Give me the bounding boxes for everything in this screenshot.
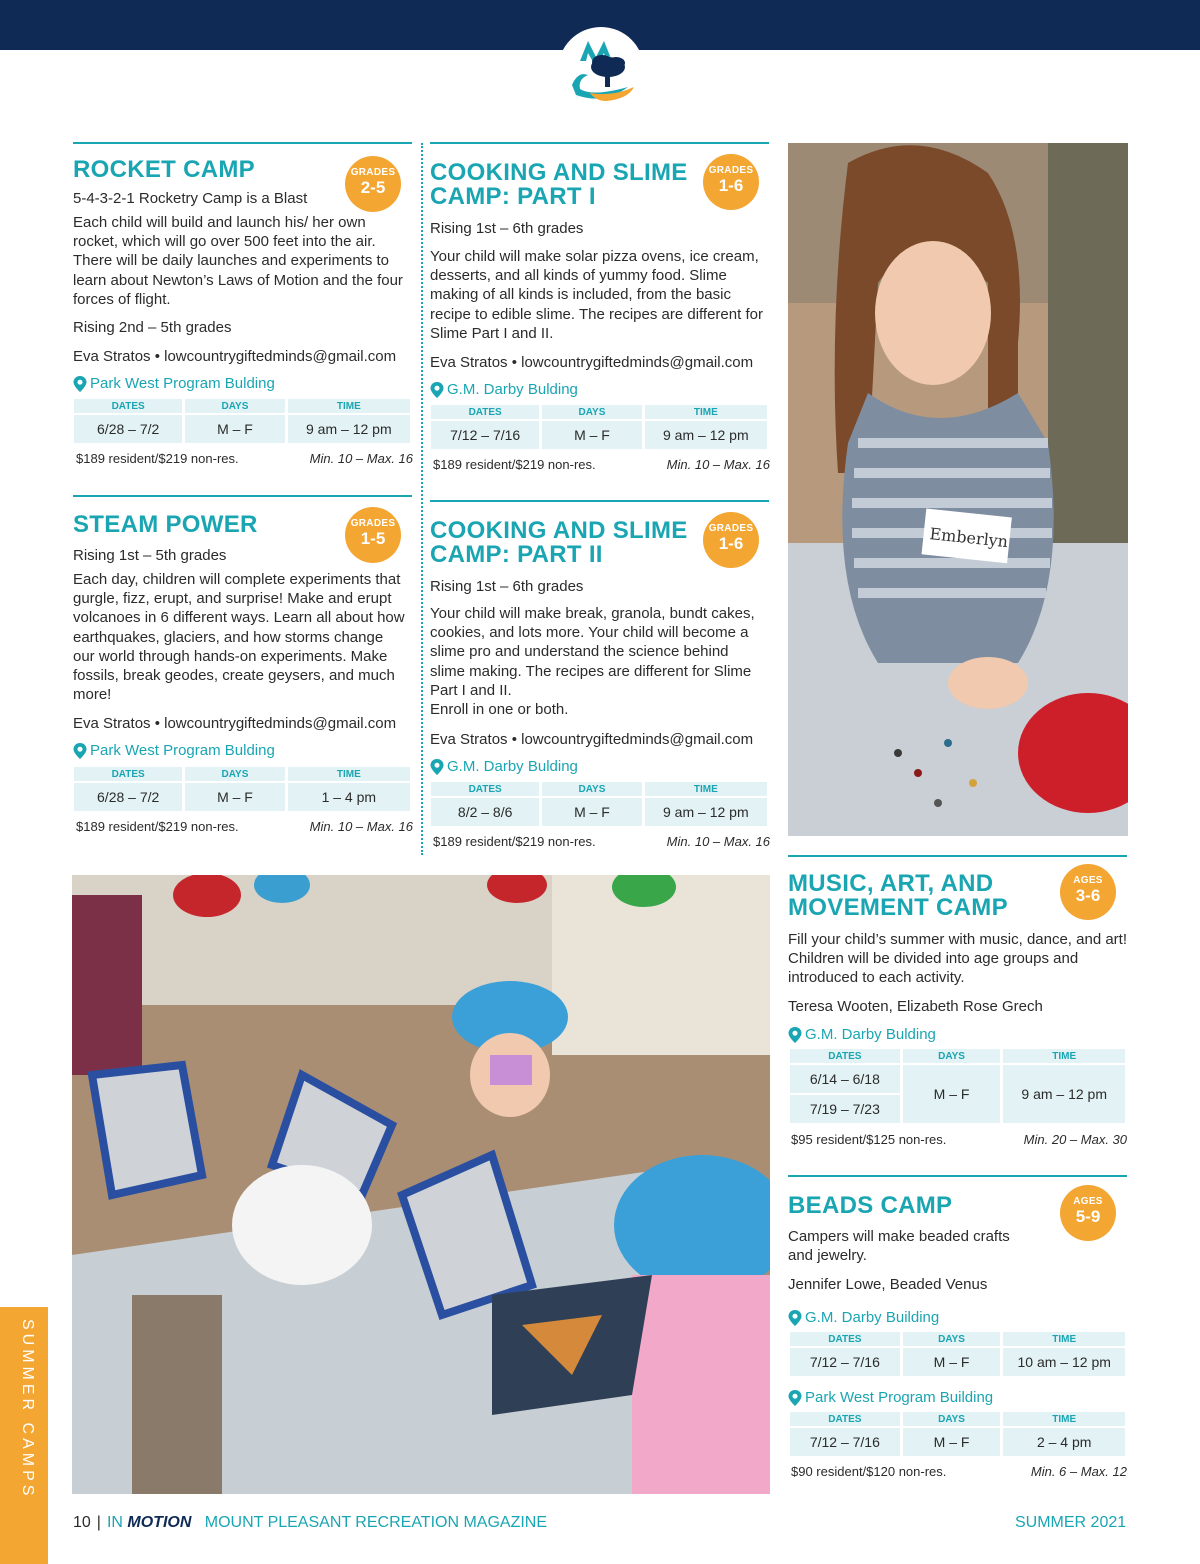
location-label: G.M. Darby Building — [805, 1309, 940, 1326]
header-dates: DATES — [431, 405, 539, 419]
cell-days: M – F — [542, 798, 641, 826]
cell-time: 9 am – 12 pm — [1003, 1065, 1125, 1123]
cell-dates: 7/12 – 7/16 — [431, 421, 539, 449]
grades-badge — [345, 156, 401, 212]
cooking-slime-part2-section — [430, 500, 769, 852]
ages-badge — [1060, 864, 1116, 920]
camp-price: $90 resident/$120 non-res. — [791, 1464, 947, 1479]
location-label: G.M. Darby Bulding — [805, 1026, 936, 1043]
cell-dates: 6/14 – 6/18 — [790, 1065, 900, 1093]
badge-value: 1-6 — [718, 176, 744, 195]
camp-title-line1: COOKING AND SLIME — [430, 159, 688, 186]
music-art-movement-section — [788, 855, 1127, 1155]
cell-days: M – F — [185, 415, 284, 443]
camp-location-2 — [788, 1389, 993, 1406]
header-days: DAYS — [542, 405, 641, 419]
badge-value: 5-9 — [1075, 1207, 1101, 1226]
camp-enrollment-limits: Min. 20 – Max. 30 — [1023, 1132, 1127, 1147]
camp-price: $189 resident/$219 non-res. — [433, 834, 596, 849]
header-time: TIME — [645, 782, 767, 796]
header-days: DAYS — [185, 399, 284, 413]
schedule-table-2 — [787, 1410, 1128, 1458]
cell-dates: 7/12 – 7/16 — [790, 1348, 900, 1376]
location-pin-icon — [788, 1310, 802, 1326]
camp-description: Your child will make break, granola, bundt cakes, cookies, and lots more. Your child will become a slime pro and understand the science behind slime making. The recipes are different for Slime Part I and II. — [430, 605, 755, 699]
camp-contact: Eva Stratos • lowcountrygiftedminds@gmail.com — [73, 348, 397, 365]
header-time: TIME — [288, 767, 410, 781]
schedule-table — [71, 765, 413, 813]
schedule-table — [787, 1330, 1128, 1378]
schedule-table — [428, 780, 770, 828]
camp-title-line2: MOVEMENT CAMP — [788, 894, 1008, 921]
section-rule — [73, 142, 412, 144]
camp-location — [788, 1026, 936, 1043]
camp-grades: Rising 2nd – 5th grades — [73, 319, 232, 336]
camp-location — [430, 381, 578, 398]
column-divider — [421, 143, 423, 855]
section-rule — [788, 855, 1127, 857]
header-dates: DATES — [790, 1412, 900, 1426]
beads-camp-section — [788, 1175, 1127, 1485]
camp-location — [788, 1309, 939, 1326]
header-days: DAYS — [542, 782, 641, 796]
header-dates: DATES — [431, 782, 539, 796]
brand-prefix: IN — [106, 1514, 123, 1531]
grades-badge — [345, 507, 401, 563]
badge-value: 2-5 — [360, 178, 386, 197]
schedule-table — [428, 403, 770, 451]
camp-enroll-note: Enroll in one or both. — [430, 701, 569, 718]
cell-dates: 6/28 – 7/2 — [74, 415, 182, 443]
badge-value: 1-6 — [718, 534, 744, 553]
header-days: DAYS — [903, 1049, 1001, 1063]
camp-location — [73, 742, 275, 759]
section-rule — [430, 142, 769, 144]
cooking-slime-part1-section — [430, 142, 769, 482]
camp-description: Each day, children will complete experiments that gurgle, fizz, erupt, and surprise! Make and erupt volcanoes in 6 different ways. Learn all about how earthquakes, glaciers, and how storms change our world through hands-on experiments. Make fossils, break geodes, create geysers, and much more! — [73, 571, 405, 704]
badge-label: AGES — [1073, 875, 1103, 886]
section-rule — [73, 495, 412, 497]
header-dates: DATES — [74, 399, 182, 413]
page-footer: 10 | IN MOTION MOUNT PLEASANT RECREATION MAGAZINE — [73, 1514, 548, 1531]
cell-days: M – F — [903, 1065, 1001, 1123]
badge-label: GRADES — [708, 523, 754, 534]
camp-description: Campers will make beaded crafts and jewelry. — [788, 1228, 1010, 1265]
camp-price: $189 resident/$219 non-res. — [433, 457, 596, 472]
header-days: DAYS — [903, 1332, 1001, 1346]
cell-days: M – F — [903, 1428, 1001, 1456]
cell-time: 9 am – 12 pm — [288, 415, 410, 443]
ages-badge — [1060, 1185, 1116, 1241]
camp-contact: Jennifer Lowe, Beaded Venus — [788, 1276, 988, 1293]
cell-time: 10 am – 12 pm — [1003, 1348, 1125, 1376]
camp-description: Fill your child’s summer with music, dance, and art! Children will be divided into age groups and introduced to each activity. — [788, 931, 1128, 987]
location-pin-icon — [788, 1390, 802, 1406]
grades-badge — [703, 512, 759, 568]
location-pin-icon — [430, 382, 444, 398]
header-time: TIME — [1003, 1412, 1125, 1426]
section-rule — [788, 1175, 1127, 1177]
header-days: DAYS — [903, 1412, 1001, 1426]
location-label: G.M. Darby Bulding — [447, 381, 578, 398]
brand-name: MOTION — [127, 1514, 192, 1531]
camp-price: $189 resident/$219 non-res. — [76, 819, 239, 834]
badge-value: 3-6 — [1075, 886, 1101, 905]
side-tab-label: SUMMER CAMPS — [19, 1319, 36, 1500]
camp-contact: Eva Stratos • lowcountrygiftedminds@gmail.com — [73, 715, 397, 732]
camp-location — [430, 758, 578, 775]
badge-label: GRADES — [350, 167, 396, 178]
location-pin-icon — [73, 376, 87, 392]
camp-description: Your child will make solar pizza ovens, ice cream, desserts, and all kinds of yummy food. Slime making of all kinds is included, from the basic recipe to edible slime. The recipes are different for Slime Part I and II. — [430, 248, 763, 342]
camp-title: BEADS CAMP — [788, 1192, 953, 1219]
camp-enrollment-limits: Min. 6 – Max. 12 — [1030, 1464, 1127, 1479]
rocket-camp-section — [73, 142, 412, 472]
camp-grades: Rising 1st – 6th grades — [430, 220, 584, 237]
camp-price: $95 resident/$125 non-res. — [791, 1132, 947, 1147]
camp-title: ROCKET CAMP — [73, 156, 255, 183]
badge-label: GRADES — [350, 518, 396, 529]
header-dates: DATES — [790, 1049, 900, 1063]
header-time: TIME — [645, 405, 767, 419]
name-tag-text: Emberlyn — [928, 524, 1009, 552]
camp-title-line1: COOKING AND SLIME — [430, 517, 688, 544]
camp-enrollment-limits: Min. 10 – Max. 16 — [666, 834, 770, 849]
photo-kids-solar-ovens — [72, 875, 770, 1494]
cell-days: M – F — [542, 421, 641, 449]
grades-badge — [703, 154, 759, 210]
camp-subtitle: 5-4-3-2-1 Rocketry Camp is a Blast — [73, 190, 308, 207]
page-number: 10 — [73, 1514, 91, 1531]
schedule-table — [71, 397, 413, 445]
camp-grades: Rising 1st – 5th grades — [73, 547, 227, 564]
steam-power-section — [73, 495, 412, 840]
section-side-tab — [0, 1307, 48, 1564]
header-time: TIME — [1003, 1049, 1125, 1063]
camp-enrollment-limits: Min. 10 – Max. 16 — [666, 457, 770, 472]
section-rule — [430, 500, 769, 502]
camp-title: STEAM POWER — [73, 511, 258, 538]
cell-time: 2 – 4 pm — [1003, 1428, 1125, 1456]
location-pin-icon — [430, 759, 444, 775]
camp-title-line2: CAMP: PART II — [430, 541, 603, 568]
camp-enrollment-limits: Min. 10 – Max. 16 — [309, 819, 413, 834]
camp-contact: Teresa Wooten, Elizabeth Rose Grech — [788, 998, 1043, 1015]
camp-grades: Rising 1st – 6th grades — [430, 578, 584, 595]
cell-time: 9 am – 12 pm — [645, 421, 767, 449]
location-pin-icon — [73, 743, 87, 759]
camp-description: Each child will build and launch his/ her own rocket, which will go over 500 feet into the air. There will be daily launches and experiments to learn about Newton’s Laws of Motion and the four forces of flight. — [73, 214, 403, 308]
magazine-name: MOUNT PLEASANT RECREATION MAGAZINE — [204, 1514, 548, 1531]
schedule-table — [787, 1047, 1128, 1125]
badge-label: AGES — [1073, 1196, 1103, 1207]
camp-enrollment-limits: Min. 10 – Max. 16 — [309, 451, 413, 466]
camp-location — [73, 375, 275, 392]
mount-pleasant-logo — [558, 27, 644, 113]
badge-label: GRADES — [708, 165, 754, 176]
cell-dates: 7/19 – 7/23 — [790, 1095, 900, 1123]
camp-title-line1: MUSIC, ART, AND — [788, 870, 994, 897]
location-label: Park West Program Bulding — [90, 742, 275, 759]
location-label: Park West Program Bulding — [90, 375, 275, 392]
photo-girl-beading — [788, 143, 1128, 836]
camp-price: $189 resident/$219 non-res. — [76, 451, 239, 466]
header-time: TIME — [1003, 1332, 1125, 1346]
camp-contact: Eva Stratos • lowcountrygiftedminds@gmail.com — [430, 354, 754, 371]
header-dates: DATES — [74, 767, 182, 781]
camp-contact: Eva Stratos • lowcountrygiftedminds@gmail.com — [430, 731, 754, 748]
camp-title-line2: CAMP: PART I — [430, 183, 596, 210]
header-time: TIME — [288, 399, 410, 413]
cell-time: 1 – 4 pm — [288, 783, 410, 811]
cell-days: M – F — [185, 783, 284, 811]
badge-value: 1-5 — [360, 529, 386, 548]
cell-dates: 8/2 – 8/6 — [431, 798, 539, 826]
location-label: Park West Program Building — [805, 1389, 994, 1406]
cell-dates: 6/28 – 7/2 — [74, 783, 182, 811]
header-days: DAYS — [185, 767, 284, 781]
cell-time: 9 am – 12 pm — [645, 798, 767, 826]
location-pin-icon — [788, 1027, 802, 1043]
cell-days: M – F — [903, 1348, 1001, 1376]
location-label: G.M. Darby Bulding — [447, 758, 578, 775]
issue-label: SUMMER 2021 — [1015, 1514, 1127, 1531]
header-dates: DATES — [790, 1332, 900, 1346]
cell-dates: 7/12 – 7/16 — [790, 1428, 900, 1456]
